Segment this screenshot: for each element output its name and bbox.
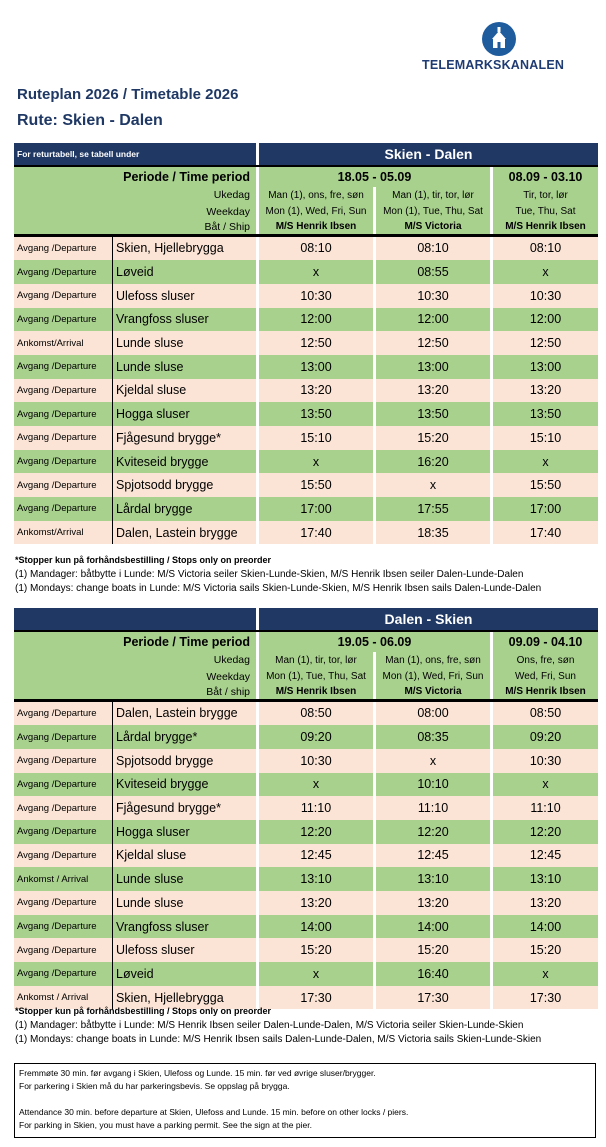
departure-time: 08:10	[493, 237, 598, 261]
table-row	[14, 379, 598, 403]
departure-time: x	[493, 450, 598, 474]
departure-time: 13:20	[493, 379, 598, 403]
footer-spacer	[19, 1093, 591, 1106]
route-header: Dalen - Skien	[259, 608, 598, 630]
stop-name: Kviteseid brygge	[112, 773, 256, 797]
stop-name: Kviteseid brygge	[112, 450, 256, 474]
row-type-label: Ankomst / Arrival	[14, 867, 112, 891]
table-row	[14, 938, 598, 962]
weekday-value: Mon (1), Tue, Thu, Sat	[376, 204, 490, 221]
row-type-label: Avgang /Departure	[14, 749, 112, 773]
departure-time: 17:55	[376, 497, 490, 521]
departure-time: 10:30	[376, 284, 490, 308]
row-type-label: Ankomst / Arrival	[14, 986, 112, 1010]
brand-logo	[422, 22, 592, 74]
departure-time: x	[493, 260, 598, 284]
table-row	[14, 284, 598, 308]
departure-time: 15:20	[493, 938, 598, 962]
departure-time: 13:20	[259, 379, 373, 403]
attendance-info-box	[14, 1063, 596, 1138]
departure-time: 10:30	[493, 284, 598, 308]
table-row	[14, 308, 598, 332]
table-row	[14, 844, 598, 868]
ukedag-value: Man (1), tir, tor, lør	[259, 652, 373, 669]
row-type-label: Avgang /Departure	[14, 962, 112, 986]
row-type-label: Avgang /Departure	[14, 938, 112, 962]
stop-name: Spjotsodd brygge	[112, 749, 256, 773]
period-autumn: 09.09 - 04.10	[493, 630, 598, 652]
ship-name: M/S Henrik Ibsen	[259, 220, 373, 237]
departure-time: x	[259, 773, 373, 797]
departure-time: 11:10	[493, 796, 598, 820]
row-type-label: Avgang /Departure	[14, 820, 112, 844]
departure-time: 13:10	[376, 867, 490, 891]
departure-time: 12:20	[376, 820, 490, 844]
departure-time: 10:30	[259, 284, 373, 308]
table-row	[14, 521, 598, 545]
departure-time: 13:50	[376, 402, 490, 426]
stop-name: Ulefoss sluser	[112, 938, 256, 962]
departure-time: 08:10	[376, 237, 490, 261]
table-row	[14, 473, 598, 497]
departure-time: 12:20	[259, 820, 373, 844]
stop-name: Lunde sluse	[112, 331, 256, 355]
weekday-value: Mon (1), Wed, Fri, Sun	[259, 204, 373, 221]
notes-table2	[15, 1004, 541, 1048]
departure-time: 12:45	[376, 844, 490, 868]
monday-note-no: (1) Mandager: båtbytte i Lunde: M/S Henrik Ibsen seiler Dalen-Lunde-Dalen, M/S Victoria seiler Skien-Lunde-Skien	[15, 1019, 524, 1031]
preorder-note: *Stopper kun på forhåndsbestilling / Stops only on preorder	[15, 555, 272, 565]
row-type-label: Avgang /Departure	[14, 284, 112, 308]
table-row	[14, 867, 598, 891]
departure-time: 11:10	[259, 796, 373, 820]
row-type-label: Ankomst/Arrival	[14, 331, 112, 355]
timetable-dalen-skien	[14, 608, 598, 1009]
ukedag-value: Man (1), ons, fre, søn	[259, 187, 373, 204]
ukedag-value: Man (1), tir, tor, lør	[376, 187, 490, 204]
row-type-label: Avgang /Departure	[14, 915, 112, 939]
departure-time: 11:10	[376, 796, 490, 820]
weekday-value: Wed, Fri, Sun	[493, 669, 598, 686]
table-row	[14, 260, 598, 284]
monday-note-no: (1) Mandager: båtbytte i Lunde: M/S Victoria seiler Skien-Lunde-Skien, M/S Henrik Ibsen seiler Dalen-Lunde-Dalen	[15, 568, 524, 580]
departure-time: 15:20	[376, 938, 490, 962]
departure-time: 14:00	[376, 915, 490, 939]
attendance-note-no: Fremmøte 30 min. før avgang i Skien, Ulefoss og Lunde. 15 min. før ved øvrige sluser/brygger.	[19, 1068, 376, 1078]
table-row	[14, 915, 598, 939]
row-type-label: Avgang /Departure	[14, 426, 112, 450]
table-row	[14, 331, 598, 355]
departure-time: 10:10	[376, 773, 490, 797]
table-row	[14, 702, 598, 726]
departure-time: 10:30	[493, 749, 598, 773]
departure-time: 13:00	[376, 355, 490, 379]
departure-time: x	[259, 962, 373, 986]
stop-name: Lunde sluse	[112, 355, 256, 379]
departure-time: 10:30	[259, 749, 373, 773]
departure-time: 17:30	[376, 986, 490, 1010]
return-table-note: For returtabell, se tabell under	[14, 143, 256, 165]
route-title: Rute: Skien - Dalen	[17, 112, 163, 129]
ship-name: M/S Victoria	[376, 220, 490, 237]
departure-time: 12:45	[259, 844, 373, 868]
attendance-note-en: Attendance 30 min. before departure at Skien, Ulefoss and Lunde. 15 min. before on other locks / piers.	[19, 1107, 409, 1117]
departure-time: 15:10	[259, 426, 373, 450]
ship-name: M/S Henrik Ibsen	[259, 685, 373, 702]
departure-time: 08:10	[259, 237, 373, 261]
departure-time: 14:00	[493, 915, 598, 939]
weekday-value: Tue, Thu, Sat	[493, 204, 598, 221]
timetable-skien-dalen	[14, 143, 598, 544]
departure-time: 17:40	[259, 521, 373, 545]
stop-name: Løveid	[112, 260, 256, 284]
departure-time: 08:50	[493, 702, 598, 726]
table-row	[14, 796, 598, 820]
departure-time: 16:20	[376, 450, 490, 474]
row-type-label: Avgang /Departure	[14, 450, 112, 474]
row-type-label: Avgang /Departure	[14, 355, 112, 379]
table-row	[14, 773, 598, 797]
row-type-label: Avgang /Departure	[14, 891, 112, 915]
stop-name: Lunde sluse	[112, 891, 256, 915]
departure-time: 13:10	[259, 867, 373, 891]
departure-time: 17:00	[493, 497, 598, 521]
table-row	[14, 962, 598, 986]
departure-time: 13:20	[493, 891, 598, 915]
table-row	[14, 355, 598, 379]
ukedag-value: Tir, tor, lør	[493, 187, 598, 204]
departure-time: 13:20	[376, 891, 490, 915]
departure-time: 08:55	[376, 260, 490, 284]
departure-time: 12:50	[376, 331, 490, 355]
departure-time: 08:00	[376, 702, 490, 726]
departure-time: 08:50	[259, 702, 373, 726]
period-summer: 19.05 - 06.09	[259, 630, 490, 652]
row-type-label: Avgang /Departure	[14, 844, 112, 868]
route-header: Skien - Dalen	[259, 143, 598, 165]
departure-time: 12:20	[493, 820, 598, 844]
departure-time: 09:20	[493, 725, 598, 749]
preorder-note: *Stopper kun på forhåndsbestilling / Stops only on preorder	[15, 1006, 272, 1016]
row-type-label: Avgang /Departure	[14, 497, 112, 521]
row-type-label: Avgang /Departure	[14, 260, 112, 284]
stop-name: Dalen, Lastein brygge	[112, 521, 256, 545]
stop-name: Skien, Hjellebrygga	[112, 237, 256, 261]
row-type-label: Avgang /Departure	[14, 796, 112, 820]
departure-time: x	[493, 773, 598, 797]
departure-time: x	[376, 749, 490, 773]
weekday-value: Mon (1), Tue, Thu, Sat	[259, 669, 373, 686]
church-emblem-icon	[482, 22, 516, 56]
ship-name: M/S Victoria	[376, 685, 490, 702]
period-label: Periode / Time period	[14, 630, 256, 652]
departure-time: 17:00	[259, 497, 373, 521]
stop-name: Skien, Hjellebrygga	[112, 986, 256, 1010]
row-type-label: Avgang /Departure	[14, 402, 112, 426]
ukedag-value: Man (1), ons, fre, søn	[376, 652, 490, 669]
table-row	[14, 402, 598, 426]
table2-head-blank	[14, 608, 256, 630]
stop-name: Ulefoss sluser	[112, 284, 256, 308]
table-row	[14, 749, 598, 773]
row-type-label: Avgang /Departure	[14, 473, 112, 497]
period-label: Periode / Time period	[14, 165, 256, 187]
notes-table1	[15, 553, 541, 597]
departure-time: 17:40	[493, 521, 598, 545]
stop-name: Lunde sluse	[112, 867, 256, 891]
table-row	[14, 820, 598, 844]
parking-note-en: For parking in Skien, you must have a parking permit. See the sign at the pier.	[19, 1120, 312, 1130]
ship-name: M/S Henrik Ibsen	[493, 685, 598, 702]
departure-time: 15:50	[259, 473, 373, 497]
monday-note-en: (1) Mondays: change boats in Lunde: M/S Victoria sails Skien-Lunde-Skien, M/S Henrik Ibsen sails Dalen-Lunde-Dalen	[15, 583, 542, 594]
stop-name: Hogga sluser	[112, 402, 256, 426]
departure-time: 15:10	[493, 426, 598, 450]
departure-time: 12:00	[259, 308, 373, 332]
table-row	[14, 497, 598, 521]
table-row	[14, 237, 598, 261]
stop-name: Lårdal brygge*	[112, 725, 256, 749]
departure-time: 15:50	[493, 473, 598, 497]
page-title: Ruteplan 2026 / Timetable 2026	[17, 86, 239, 103]
departure-time: 12:00	[493, 308, 598, 332]
stop-name: Vrangfoss sluser	[112, 915, 256, 939]
departure-time: 18:35	[376, 521, 490, 545]
stop-name: Fjågesund brygge*	[112, 796, 256, 820]
ship-label: Båt / Ship	[14, 220, 256, 237]
ukedag-label: Ukedag	[14, 187, 256, 204]
ship-label: Båt / ship	[14, 685, 256, 702]
departure-time: 14:00	[259, 915, 373, 939]
ukedag-label: Ukedag	[14, 652, 256, 669]
departure-time: 12:50	[493, 331, 598, 355]
row-type-label: Avgang /Departure	[14, 237, 112, 261]
departure-time: 13:00	[493, 355, 598, 379]
stop-name: Vrangfoss sluser	[112, 308, 256, 332]
departure-time: 15:20	[376, 426, 490, 450]
departure-time: 13:20	[376, 379, 490, 403]
row-type-label: Avgang /Departure	[14, 725, 112, 749]
weekday-label: Weekday	[14, 669, 256, 686]
ship-name: M/S Henrik Ibsen	[493, 220, 598, 237]
departure-time: 12:50	[259, 331, 373, 355]
departure-time: x	[259, 450, 373, 474]
table-row	[14, 725, 598, 749]
row-type-label: Avgang /Departure	[14, 702, 112, 726]
parking-note-no: For parkering i Skien må du har parkeringsbevis. Se oppslag på brygga.	[19, 1081, 290, 1091]
departure-time: 13:50	[493, 402, 598, 426]
stop-name: Spjotsodd brygge	[112, 473, 256, 497]
stop-name: Kjeldal sluse	[112, 379, 256, 403]
stop-name: Kjeldal sluse	[112, 844, 256, 868]
departure-time: 13:20	[259, 891, 373, 915]
departure-time: 13:10	[493, 867, 598, 891]
departure-time: x	[376, 473, 490, 497]
departure-time: x	[493, 962, 598, 986]
monday-note-en: (1) Mondays: change boats in Lunde: M/S Henrik Ibsen sails Dalen-Lunde-Dalen, M/S Victoria sails Skien-Lunde-Skien	[15, 1034, 542, 1045]
weekday-label: Weekday	[14, 204, 256, 221]
stop-name: Hogga sluser	[112, 820, 256, 844]
stop-name: Løveid	[112, 962, 256, 986]
stop-name: Dalen, Lastein brygge	[112, 702, 256, 726]
departure-time: 08:35	[376, 725, 490, 749]
period-autumn: 08.09 - 03.10	[493, 165, 598, 187]
departure-time: 12:45	[493, 844, 598, 868]
period-summer: 18.05 - 05.09	[259, 165, 490, 187]
departure-time: 13:50	[259, 402, 373, 426]
departure-time: 16:40	[376, 962, 490, 986]
table-row	[14, 891, 598, 915]
departure-time: 17:30	[259, 986, 373, 1010]
departure-time: 17:30	[493, 986, 598, 1010]
stop-name: Lårdal brygge	[112, 497, 256, 521]
departure-time: 13:00	[259, 355, 373, 379]
departure-time: x	[259, 260, 373, 284]
departure-time: 09:20	[259, 725, 373, 749]
departure-time: 15:20	[259, 938, 373, 962]
row-type-label: Ankomst/Arrival	[14, 521, 112, 545]
row-type-label: Avgang /Departure	[14, 773, 112, 797]
table-row	[14, 426, 598, 450]
weekday-value: Mon (1), Wed, Fri, Sun	[376, 669, 490, 686]
departure-time: 12:00	[376, 308, 490, 332]
row-type-label: Avgang /Departure	[14, 379, 112, 403]
table-row	[14, 450, 598, 474]
row-type-label: Avgang /Departure	[14, 308, 112, 332]
stop-name: Fjågesund brygge*	[112, 426, 256, 450]
ukedag-value: Ons, fre, søn	[493, 652, 598, 669]
brand-name: TELEMARKSKANALEN	[422, 58, 565, 72]
